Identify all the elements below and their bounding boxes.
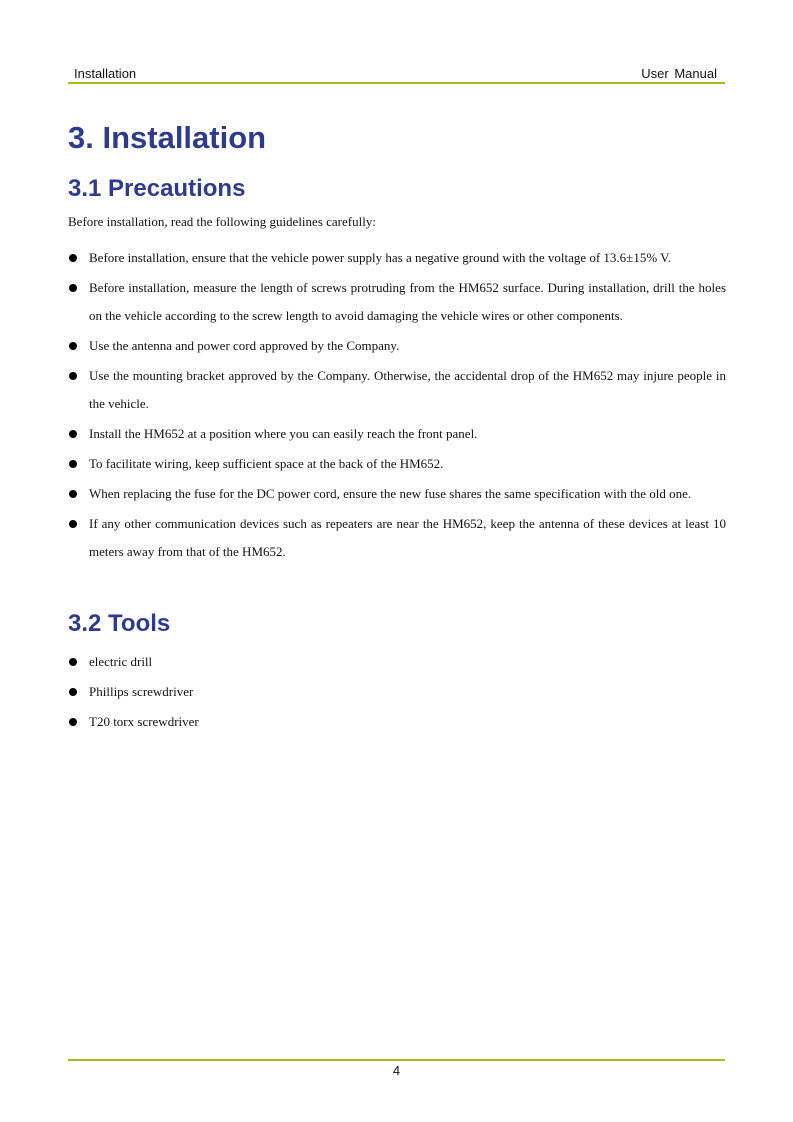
precautions-heading: 3.1 Precautions xyxy=(68,175,246,202)
footer-rule xyxy=(68,1059,725,1061)
bullet-icon xyxy=(69,718,77,726)
list-item xyxy=(68,244,726,272)
list-item-text: Use the mounting bracket approved by the Company. Otherwise, the accidental drop of the HM652 may injure people in the vehicle. xyxy=(89,368,726,411)
precautions-list xyxy=(68,244,726,568)
list-item xyxy=(68,332,726,360)
bullet-icon xyxy=(69,254,77,262)
list-item xyxy=(68,362,726,418)
bullet-icon xyxy=(69,284,77,292)
list-item-text: electric drill xyxy=(89,654,153,669)
bullet-icon xyxy=(69,430,77,438)
bullet-icon xyxy=(69,658,77,666)
list-item xyxy=(68,274,726,330)
list-item-text: To facilitate wiring, keep sufficient space at the back of the HM652. xyxy=(89,456,444,471)
list-item-text: Install the HM652 at a position where you can easily reach the front panel. xyxy=(89,426,478,441)
bullet-icon xyxy=(69,372,77,380)
list-item xyxy=(68,648,726,676)
bullet-icon xyxy=(69,688,77,696)
list-item xyxy=(68,480,726,508)
header-section-title: Installation xyxy=(74,66,137,81)
list-item-text: T20 torx screwdriver xyxy=(89,714,199,729)
list-item-text: Before installation, ensure that the vehicle power supply has a negative ground with the voltage of 13.6±15% V. xyxy=(89,250,672,265)
bullet-icon xyxy=(69,460,77,468)
list-item xyxy=(68,450,726,478)
list-item-text: When replacing the fuse for the DC power cord, ensure the new fuse shares the same specification with the old one. xyxy=(89,486,692,501)
precautions-intro: Before installation, read the following guidelines carefully: xyxy=(68,214,376,229)
list-item-text: Phillips screwdriver xyxy=(89,684,194,699)
list-item-text: Use the antenna and power cord approved by the Company. xyxy=(89,338,400,353)
bullet-icon xyxy=(69,520,77,528)
bullet-icon xyxy=(69,490,77,498)
header-doc-title: User Manual xyxy=(641,66,717,81)
list-item xyxy=(68,708,726,736)
list-item xyxy=(68,510,726,566)
tools-list xyxy=(68,648,726,738)
list-item-text: Before installation, measure the length of screws protruding from the HM652 surface. During installation, drill the holes on the vehicle according to the screw length to avoid damaging the vehicle wires or other components. xyxy=(89,280,726,323)
list-item xyxy=(68,678,726,706)
list-item xyxy=(68,420,726,448)
page-header xyxy=(68,64,725,84)
chapter-title: 3. Installation xyxy=(68,120,267,155)
list-item-text: If any other communication devices such as repeaters are near the HM652, keep the antenna of these devices at least 10 meters away from that of the HM652. xyxy=(89,516,726,559)
bullet-icon xyxy=(69,342,77,350)
page-number: 4 xyxy=(392,1063,401,1078)
tools-heading: 3.2 Tools xyxy=(68,610,171,637)
